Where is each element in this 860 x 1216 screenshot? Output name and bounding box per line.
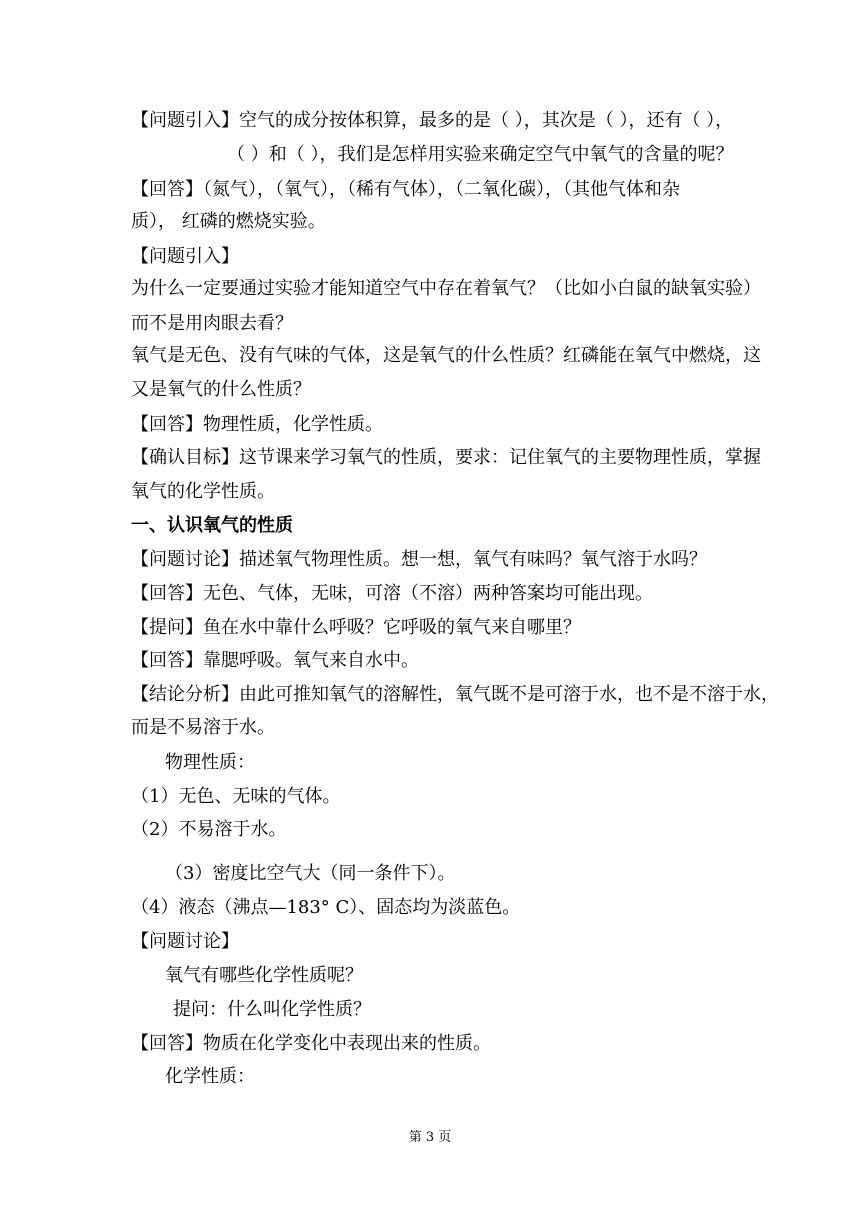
page-number: 第 3 页 (408, 1130, 452, 1145)
text-line: 【回答】（氮气），（氧气），（稀有气体），（二氧化碳），（其他气体和杂 (131, 179, 680, 200)
text-line: 又是氧气的什么性质？ (131, 379, 311, 400)
text-line: 【回答】物质在化学变化中表现出来的性质。 (131, 1033, 491, 1054)
list-item: （2）不易溶于水。 (131, 819, 287, 840)
text-line: 氧气的化学性质。 (131, 481, 275, 502)
text-line: 氧气是无色、没有气味的气体，这是氧气的什么性质？红磷能在氧气中燃烧，这 (131, 345, 761, 366)
text-line: （ ）和（ ），我们是怎样用实验来确定空气中氧气的含量的呢？ (227, 144, 734, 165)
text-line: 而是不易溶于水。 (131, 717, 275, 738)
text-line: 【结论分析】由此可推知氧气的溶解性，氧气既不是可溶于水，也不是不溶于水， (131, 684, 779, 705)
text-line: 质）， 红磷的燃烧实验。 (131, 211, 326, 232)
text-line: 【确认目标】这节课来学习氧气的性质，要求：记住氧气的主要物理性质，掌握 (131, 447, 761, 468)
text-line: 【回答】无色、气体，无味，可溶（不溶）两种答案均可能出现。 (131, 583, 653, 604)
text-line: 【问题讨论】 (131, 931, 239, 952)
text-line: 【提问】鱼在水中靠什么呼吸？它呼吸的氧气来自哪里？ (131, 617, 581, 638)
list-item: （3）密度比空气大（同一条件下）。 (165, 863, 456, 884)
text-line: 【问题引入】空气的成分按体积算，最多的是（ ），其次是（ ），还有（ ）， (131, 110, 734, 131)
text-line: 而不是用肉眼去看？ (131, 313, 293, 334)
text-line: 物理性质： (165, 752, 255, 773)
text-line: 氧气有哪些化学性质呢？ (165, 965, 363, 986)
text-line: 为什么一定要通过实验才能知道空气中存在着氧气？（比如小白鼠的缺氧实验） (131, 278, 761, 299)
section-heading: 一、认识氧气的性质 (131, 515, 293, 536)
text-line: 【问题讨论】描述氧气物理性质。想一想，氧气有味吗？氧气溶于水吗？ (131, 549, 707, 570)
list-item: （1）无色、无味的气体。 (131, 786, 341, 807)
text-line: 【回答】靠腮呼吸。氧气来自水中。 (131, 650, 419, 671)
text-line: 【回答】物理性质，化学性质。 (131, 414, 383, 435)
list-item: （4）液态（沸点—183° C）、固态均为淡蓝色。 (131, 897, 521, 918)
text-line: 化学性质： (165, 1066, 255, 1087)
text-line: 提问：什么叫化学性质？ (173, 999, 371, 1020)
text-line: 【问题引入】 (131, 246, 239, 267)
